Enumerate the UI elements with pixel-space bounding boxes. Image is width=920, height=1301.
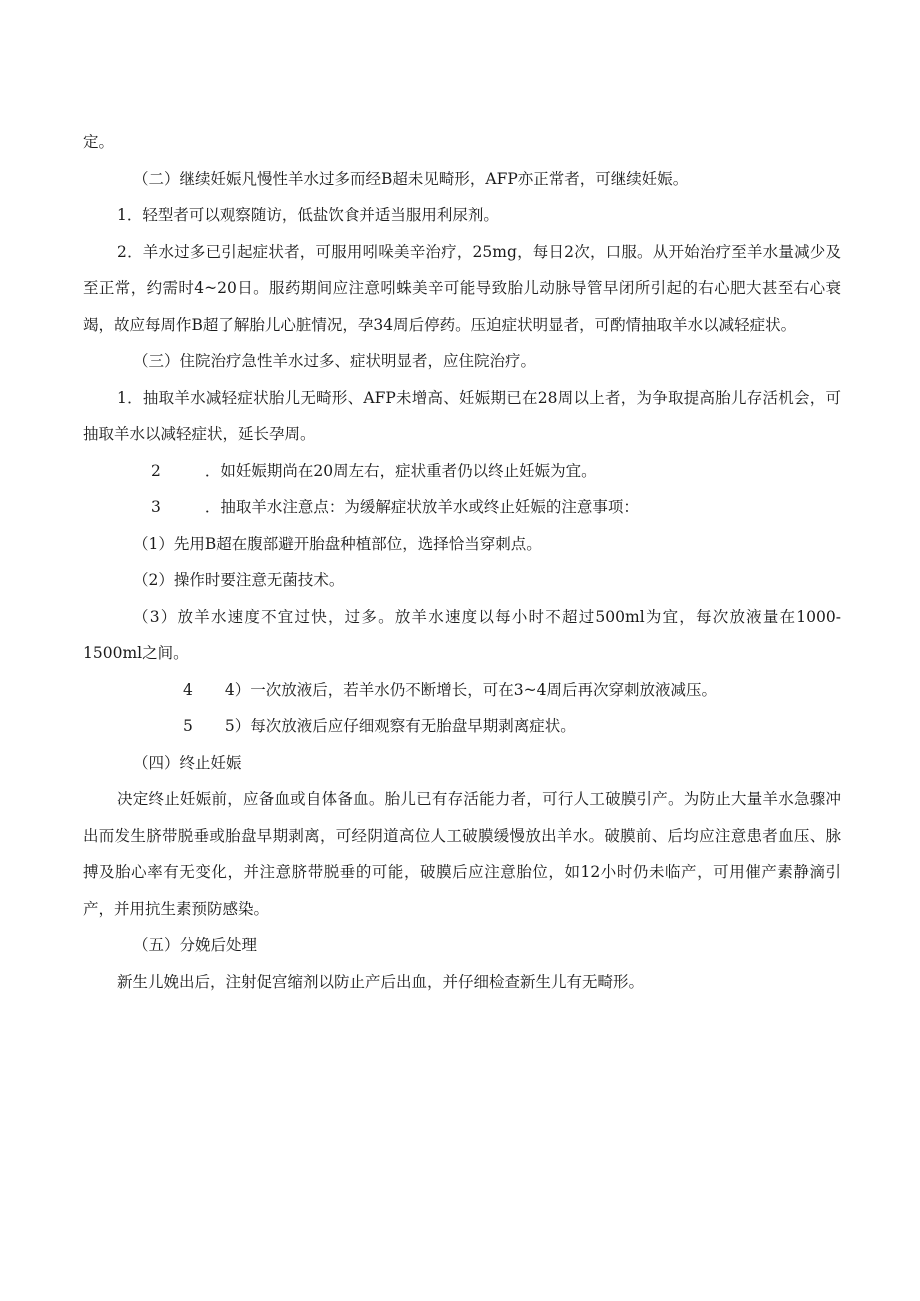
list-number: 3 (151, 498, 161, 516)
list-number: 4 (183, 680, 193, 699)
paragraph-drain-speed: （3）放羊水速度不宜过快，过多。放羊水速度以每小时不超过500ml为宜，每次放液量在1000-1500ml之间。 (83, 607, 841, 662)
list-number: 5 (183, 717, 193, 735)
section-heading-terminate: （四）终止妊娠 (133, 753, 242, 772)
paragraph-precautions (83, 489, 841, 526)
paragraph-terminate-20-weeks (83, 453, 841, 490)
section-heading-postpartum: （五）分娩后处理 (133, 936, 258, 954)
paragraph-aseptic-step: （2）操作时要注意无菌技术。 (133, 571, 345, 589)
paragraph-continuation: 定。 (83, 133, 115, 151)
paragraph-mild-type: 1．轻型者可以观察随访，低盐饮食并适当服用利尿剂。 (117, 206, 499, 224)
paragraph-observe-abruption (83, 708, 841, 745)
paragraph-ultrasound-step: （1）先用B超在腹部避开胎盘种植部位，选择恰当穿刺点。 (133, 534, 542, 553)
document-body (83, 124, 841, 1000)
paragraph-terminate-details: 决定终止妊娠前，应备血或自体备血。胎儿已有存活能力者，可行人工破膜引产。为防止大量羊水急骤冲出而发生脐带脱垂或胎盘早期剥离，可经阴道高位人工破膜缓慢放出羊水。破膜前、后均应注意患者血压、脉搏及胎心率有无变化，并注意脐带脱垂的可能，破膜后应注意胎位，如12小时仍未临产，可用催产素静滴引产，并用抗生素预防感染。 (83, 790, 841, 918)
paragraph-hospital-treatment: （三）住院治疗急性羊水过多、症状明显者，应住院治疗。 (133, 352, 537, 370)
paragraph-text: 4）一次放液后，若羊水仍不断增长，可在3~4周后再次穿刺放液减压。 (224, 680, 717, 699)
paragraph-continue-pregnancy: （二）继续妊娠凡慢性羊水过多而经B超未见畸形，AFP亦正常者，可继续妊娠。 (133, 169, 689, 188)
paragraph-amniocentesis: 1．抽取羊水减轻症状胎儿无畸形、AFP未增高、妊娠期已在28周以上者，为争取提高胎儿存活机会，可抽取羊水以减轻症状，延长孕周。 (83, 388, 841, 443)
paragraph-newborn: 新生儿娩出后，注射促宫缩剂以防止产后出血，并仔细检查新生儿有无畸形。 (117, 972, 645, 991)
list-dot: ． (204, 498, 221, 516)
paragraph-text: 5）每次放液后应仔细观察有无胎盘早期剥离症状。 (224, 717, 576, 735)
list-dot: ． (204, 461, 221, 480)
paragraph-text: 抽取羊水注意点：为缓解症状放羊水或终止妊娠的注意事项： (220, 498, 639, 516)
paragraph-repeat-drain (83, 672, 841, 709)
list-number: 2 (151, 461, 161, 480)
paragraph-indomethacin: 2．羊水过多已引起症状者，可服用吲哚美辛治疗，25mg，每日2次，口服。从开始治疗至羊水量减少及至正常，约需时4~20日。服药期间应注意吲蛛美辛可能导致胎儿动脉导管早闭所引起的右心肥大甚至右心衰竭，故应每周作B超了解胎儿心脏情况，孕34周后停药。压迫症状明显者，可酌情抽取羊水以减轻症状。 (83, 242, 841, 334)
paragraph-text: 如妊娠期尚在20周左右，症状重者仍以终止妊娠为宜。 (220, 461, 597, 480)
